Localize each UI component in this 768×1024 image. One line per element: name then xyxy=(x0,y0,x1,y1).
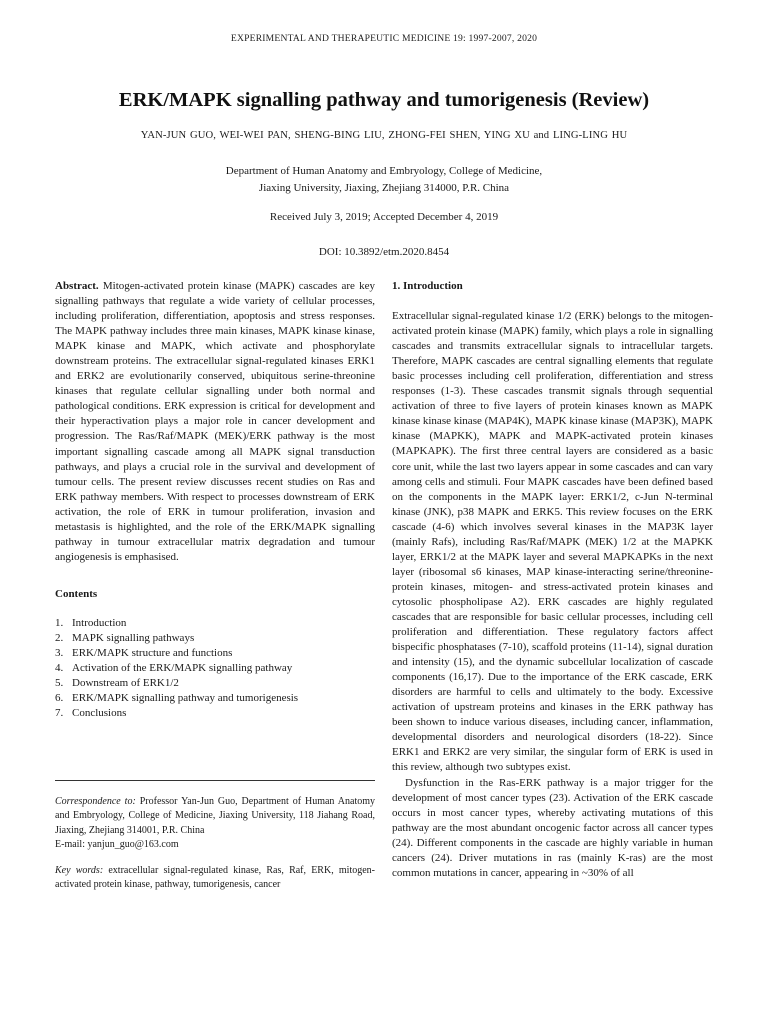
keywords-label: Key words: xyxy=(55,865,104,877)
contents-item xyxy=(55,646,375,661)
contents-item xyxy=(55,616,375,631)
keywords-text: extracellular signal-regulated kinase, Ras, Raf, ERK, mitogen-activated protein kinase, pathway, tumorigenesis, cancer xyxy=(55,865,375,891)
affiliation-line: Department of Human Anatomy and Embryology, College of Medicine, xyxy=(225,165,543,177)
contents-item xyxy=(55,706,375,721)
contents-item-label: MAPK signalling pathways xyxy=(72,631,195,644)
contents-item-number: 5. xyxy=(55,677,64,690)
contents-item-number: 2. xyxy=(55,631,64,644)
contents-list xyxy=(55,616,375,721)
contents-item-number: 3. xyxy=(55,647,64,660)
correspondence-text: Professor Yan-Jun Guo, Department of Human Anatomy and Embryology, College of Medicine, Jiaxing University, 118 Jiahang Road, Jiaxing, Zhejiang 314001, P.R. China xyxy=(55,796,376,836)
section-heading-introduction: 1. Introduction xyxy=(392,280,463,292)
keywords xyxy=(55,864,375,892)
right-column xyxy=(392,279,713,881)
contents-item-label: Introduction xyxy=(72,616,127,629)
contents-item-number: 1. xyxy=(55,616,64,629)
abstract xyxy=(55,279,375,565)
received-dates: Received July 3, 2019; Accepted December 4, 2019 xyxy=(269,211,499,223)
contents-item-label: ERK/MAPK signalling pathway and tumorigenesis xyxy=(72,692,299,705)
correspondence xyxy=(55,795,375,852)
contents-item-number: 6. xyxy=(55,692,64,705)
contents-item-number: 4. xyxy=(55,662,64,675)
abstract-text: Mitogen-activated protein kinase (MAPK) cascades are key signalling pathways that regulate a wide variety of cellular processes, including proliferation, differentiation, apoptosis and stress responses. The MAPK pathway includes three main kinases, MAPK kinase kinase, MAPK kinase and MAPK, which activate and phosphorylate downstream proteins. The extracellular signal-regulated kinases ERK1 and ERK2 are evolutionarily conserved, ubiquitous serine-threonine kinases that regulate cellular signalling under both normal and pathological conditions. ERK expression is critical for development and their hyperactivation plays a major role in cancer development and progression. The Ras/Raf/MAPK (MEK)/ERK pathway is the most important signalling cascade among all MAPK signal transduction pathways, and plays a crucial role in the survival and development of tumour cells. The present review discusses recent studies on Ras and ERK pathway members. With respect to processes downstream of ERK activation, the role of ERK in tumour proliferation, invasion and metastasis is highlighted, and the role of the ERK/MAPK signalling pathway in tumour extracellular matrix degradation and tumour angiogenesis is emphasised. xyxy=(55,280,375,563)
paper-title: ERK/MAPK signalling pathway and tumorigenesis (Review) xyxy=(118,89,650,111)
contents-item xyxy=(55,676,375,691)
affiliation-line: Jiaxing University, Jiaxing, Zhejiang 314000, P.R. China xyxy=(258,182,510,194)
contents-item xyxy=(55,631,375,646)
contents-item-label: Activation of the ERK/MAPK signalling pathway xyxy=(72,662,293,675)
affiliation xyxy=(0,163,768,197)
introduction-paragraph: Dysfunction in the Ras-ERK pathway is a major trigger for the development of most cancer types (23). Activation of the ERK cascade occurs in most cancer types, whereby activating mutations of this pathway are the most abundant oncogenic factor across all cancer types (24). Different components in the cascade are highly variable in human cancers (24). Driver mutations in ras (mainly K-ras) are the most common mutations in cancer, appearing in ~30% of all xyxy=(392,776,713,879)
doi: DOI: 10.3892/etm.2020.8454 xyxy=(318,246,450,258)
contents-item xyxy=(55,691,375,706)
left-column xyxy=(55,279,375,892)
author-list: YAN-JUN GUO, WEI-WEI PAN, SHENG-BING LIU, ZHONG-FEI SHEN, YING XU and LING-LING HU xyxy=(140,130,628,141)
contents-item-label: Downstream of ERK1/2 xyxy=(72,677,179,690)
running-head: EXPERIMENTAL AND THERAPEUTIC MEDICINE 19: 1997-2007, 2020 xyxy=(230,33,538,44)
contents-item-number: 7. xyxy=(55,707,64,720)
contents-heading: Contents xyxy=(55,587,98,600)
correspondence-email: E-mail: yanjun_guo@163.com xyxy=(55,838,179,850)
contents-item-label: ERK/MAPK structure and functions xyxy=(72,647,233,660)
correspondence-label: Correspondence to: xyxy=(55,796,136,808)
contents-item xyxy=(55,661,375,676)
abstract-label: Abstract. xyxy=(55,280,99,292)
footnote-divider xyxy=(55,780,375,781)
introduction-paragraph: Extracellular signal-regulated kinase 1/2 (ERK) belongs to the mitogen-activated protein kinase (MAPK) family, which plays a role in signalling cascades and transmits extracellular signals to intracellular targets. Therefore, MAPK cascades are central signalling elements that regulate basic processes including cell proliferation, differentiation and stress responses (1-3). These cascades transmit signals through sequential activation of three to five layers of protein kinases known as MAPK kinase kinase kinase (MAP4K), MAPK kinase kinase (MAP3K), MAPK kinase (MAPKK), MAPK and MAPK-activated protein kinases (MAPKAPK). The first three central layers are considered as a basic core unit, while the last two layers appear in some cascades and can vary among cells and stimuli. Four MAPK cascades have been defined based on the components in the MAPK layer: ERK1/2, c-Jun N-terminal kinase (JNK), p38 MAPK and ERK5. This review focuses on the ERK cascade (4-6) which involves several kinases in the MAP3K layer (mainly Rafs), including Ras/Raf/MAPK (MEK) 1/2 at the MAPKK layer, ERK1/2 at the MAPK layer and several MAPKAPKs in the next layer (ribosomal s6 kinases, MAP kinase-interacting serine/threonine-protein kinases, mitogen- and stress-activated protein kinases and cytosolic phospholipase A2). ERK cascades are highly regulated cascades that are responsible for basic cellular processes, including cell proliferation and differentiation. These regulatory factors affect bispecific phosphatases (7-10), scaffold proteins (11-14), signal duration and intensity (15), and the dynamic subcellular localization of cascade components (16,17). Due to the importance of the ERK cascade, ERK disorders are harmful to cells and ultimately to the body. Excessive activation of upstream proteins and kinases in the ERK pathway has been shown to induce various diseases, including cancer, inflammation, developmental disorders and neurological disorders (18-22). Since ERK1 and ERK2 are very similar, the singular form of ERK is used in this review, although two subtypes exist. xyxy=(392,310,713,774)
contents-item-label: Conclusions xyxy=(72,707,127,720)
